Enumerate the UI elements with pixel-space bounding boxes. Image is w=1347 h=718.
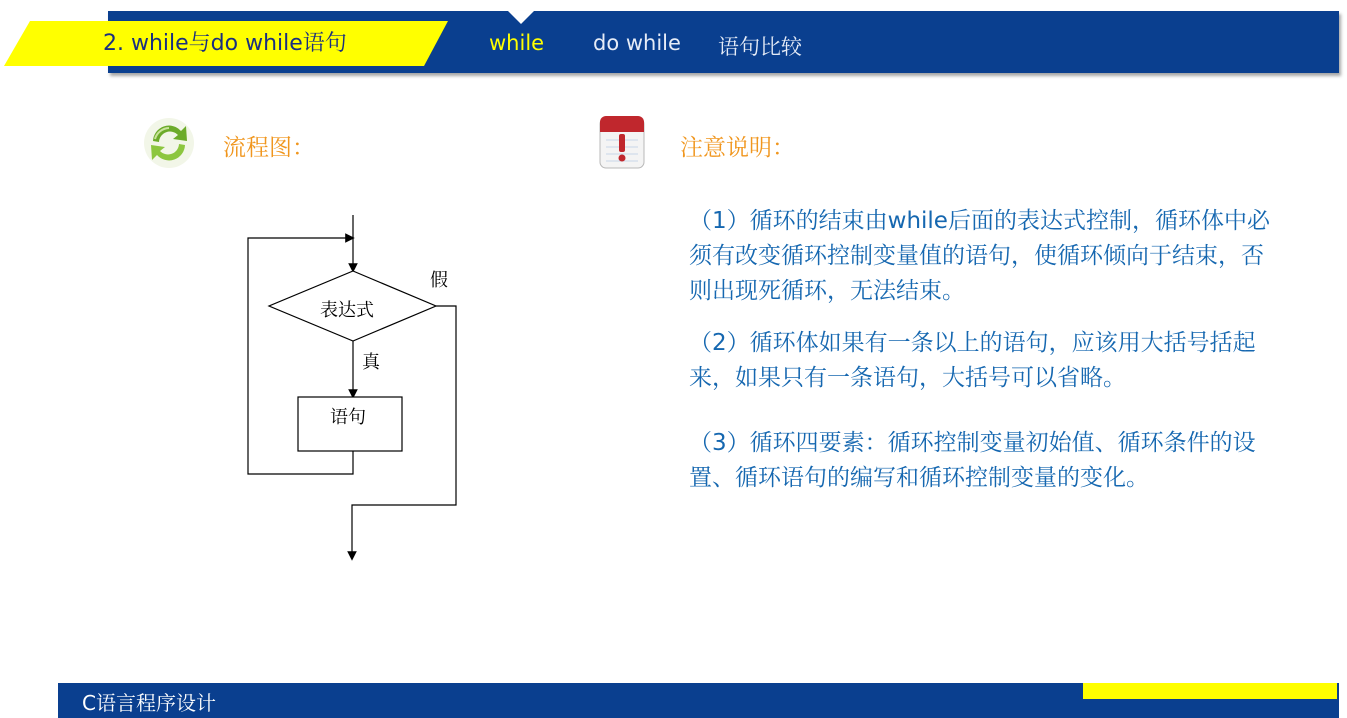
recycle-arrows-icon xyxy=(143,117,195,169)
flowchart-heading: 流程图： xyxy=(223,135,315,161)
flowchart-true-label: 真 xyxy=(362,352,380,373)
footer-accent xyxy=(1083,683,1337,699)
alert-notepad-icon xyxy=(598,114,646,170)
tab-while[interactable]: while xyxy=(489,31,545,55)
active-tab-indicator xyxy=(508,11,534,24)
tab-do-while[interactable]: do while xyxy=(593,31,681,55)
flowchart-false-label: 假 xyxy=(430,270,448,291)
note-item-1: （1）循环的结束由while后面的表达式控制，循环体中必须有改变循环控制变量值的语句，使循环倾向于结束，否则出现死循环，无法结束。 xyxy=(689,208,1270,304)
flowchart-statement-label: 语句 xyxy=(330,407,366,428)
course-title: C语言程序设计 xyxy=(82,691,216,715)
note-item-3: （3）循环四要素：循环控制变量初始值、循环条件的设置、循环语句的编写和循环控制变量的变化。 xyxy=(689,430,1256,491)
tab-comparison[interactable]: 语句比较 xyxy=(718,35,802,59)
note-item-2: （2）循环体如果有一条以上的语句，应该用大括号括起来，如果只有一条语句，大括号可以省略。 xyxy=(689,330,1256,391)
flowchart-condition-label: 表达式 xyxy=(320,300,374,321)
while-flowchart xyxy=(240,210,480,570)
page-title: 2. while与do while语句 xyxy=(103,31,347,56)
notes-heading: 注意说明： xyxy=(680,135,795,161)
